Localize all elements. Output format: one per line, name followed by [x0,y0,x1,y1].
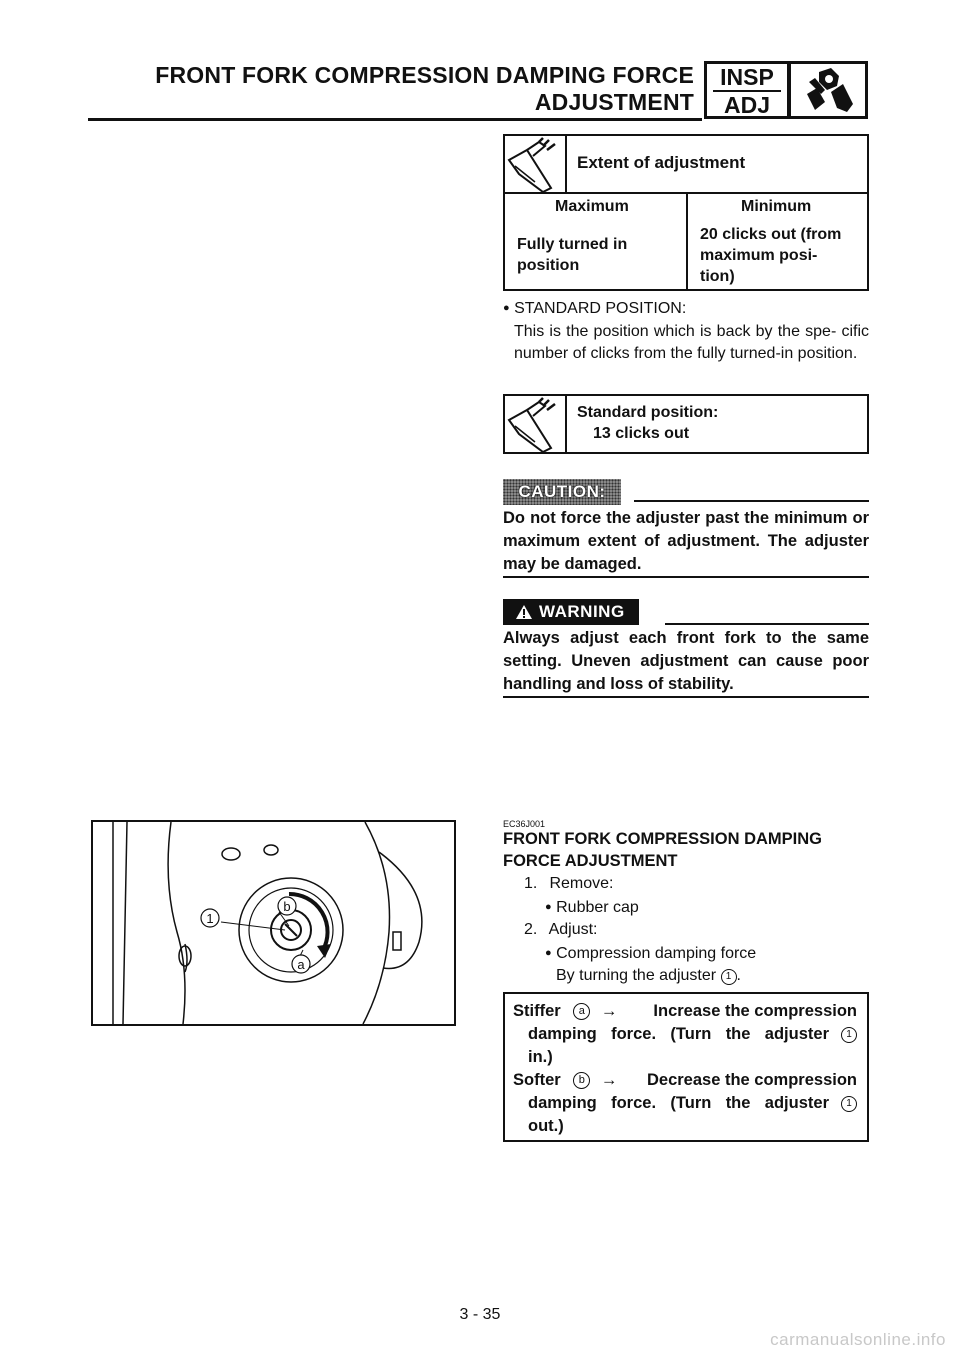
col-max-header: Maximum [555,198,629,215]
caliper-icon [505,396,565,452]
softer-line1 [513,1069,857,1092]
step-1-text: Remove: [549,875,614,892]
standard-position-text: This is the position which is back by the spe- cific number of clicks from the fully turned-in position. [514,323,869,362]
step-1 [503,873,869,988]
step-1-item-text: Rubber cap [556,898,639,916]
watermark: carmanualsonline.info [770,1330,946,1349]
bullet: ● [503,302,510,314]
col-min-header: Minimum [741,198,812,215]
bullet: ● [545,900,552,913]
stiffer-softer-note-box [503,992,869,1142]
warning-top-rule [665,623,869,625]
softer-line2 [528,1092,857,1115]
circled-b: b [573,1072,590,1089]
page-title-line1: FRONT FORK COMPRESSION DAMPING FORCE [155,62,694,88]
col-divider [686,194,688,291]
header-rule [88,118,702,121]
max-value [517,234,627,276]
min-value [700,224,841,287]
min-value-line1: 20 clicks out (from [700,226,842,243]
step-2-item [545,942,869,966]
extent-of-adjustment-box [503,134,869,291]
softer-text2: damping force. (Turn the adjuster [528,1094,829,1112]
standard-position-box [503,394,869,454]
step-2-note [556,965,869,988]
step-1-number: 1. [524,875,538,892]
stiffer-label: Stiffer [513,1002,561,1020]
section-code: EC36J001 [503,819,546,829]
caution-badge: CAUTION: [503,479,621,505]
circled-1: 1 [721,969,737,985]
max-value-line1: Fully turned in [517,236,628,253]
bullet: ● [545,946,552,959]
standard-position-label-row [503,298,869,319]
warning-badge [503,599,639,625]
section-title-line2: FORCE ADJUSTMENT [503,852,678,870]
stiffer-line2 [528,1023,857,1046]
extent-header [505,136,867,194]
page-title [155,62,694,116]
softer-label: Softer [513,1071,561,1089]
step-2-note-post: . [736,967,741,984]
arrow-icon: → [600,1071,618,1089]
softer-text3: out.) [528,1117,564,1135]
callout-b: b [283,899,291,914]
badge-bottom: ADJ [723,92,770,118]
caliper-icon [505,136,565,192]
softer-block [513,1069,857,1138]
caution-text: Do not force the adjuster past the minimum or maximum extent of adjustment. The adjuster may be damaged. [503,509,869,573]
min-value-line2: maximum posi- [700,247,818,264]
standard-spec-line1: Standard position: [577,404,719,421]
step-2-number: 2. [524,921,538,938]
spec-icon-cell [505,396,567,452]
step-2-row [503,919,869,942]
caution-bottom-rule [503,576,869,578]
badge-top: INSP [720,64,774,90]
section-title-line1: FRONT FORK COMPRESSION DAMPING [503,830,823,848]
warning-text: Always adjust each front fork to the same setting. Uneven adjustment can cause poor handling and loss of stability. [503,629,869,693]
wrench-nut-icon [791,64,865,116]
standard-position-spec [577,402,718,444]
max-value-line2: position [517,257,580,274]
callout-1: 1 [206,911,214,926]
spec-icon-cell [505,136,567,192]
stiffer-lead [513,1000,617,1023]
badge-divider [713,90,781,92]
standard-spec-line2: 13 clicks out [593,425,690,442]
stiffer-text2: damping force. (Turn the adjuster [528,1025,829,1043]
adjuster-figure [91,820,456,1026]
stiffer-text3: in.) [528,1048,553,1066]
circled-a: a [573,1003,590,1020]
stiffer-block [513,1000,857,1069]
circled-1: 1 [841,1096,857,1112]
step-2-note-pre: By turning the adjuster [556,967,717,984]
insp-adj-badge [704,61,790,119]
step-2-item-text: Compression damping force [556,944,757,962]
standard-position-label: STANDARD POSITION: [514,300,687,317]
section-title [503,828,822,872]
softer-lead [513,1069,617,1092]
warning-label: WARNING [539,602,625,621]
caution-top-rule [634,500,869,502]
step-2-text: Adjust: [548,921,598,938]
min-value-line3: tion) [700,268,735,285]
extent-title: Extent of adjustment [577,153,746,172]
page-title-line2: ADJUSTMENT [534,89,694,115]
fork-adjuster-illustration [93,822,454,1024]
arrow-icon: → [600,1002,618,1020]
warning-triangle-icon [515,604,533,620]
tool-badge [788,61,868,119]
stiffer-line1 [513,1000,857,1023]
page-number: 3 - 35 [459,1306,501,1323]
warning-bottom-rule [503,696,869,698]
circled-1: 1 [841,1027,857,1043]
stiffer-text1: Increase the compression [653,1002,857,1020]
softer-text1: Decrease the compression [646,1071,857,1089]
step-1-row [503,873,869,896]
step-1-item [545,896,869,920]
callout-a: a [297,957,305,972]
standard-position-item [503,298,869,365]
